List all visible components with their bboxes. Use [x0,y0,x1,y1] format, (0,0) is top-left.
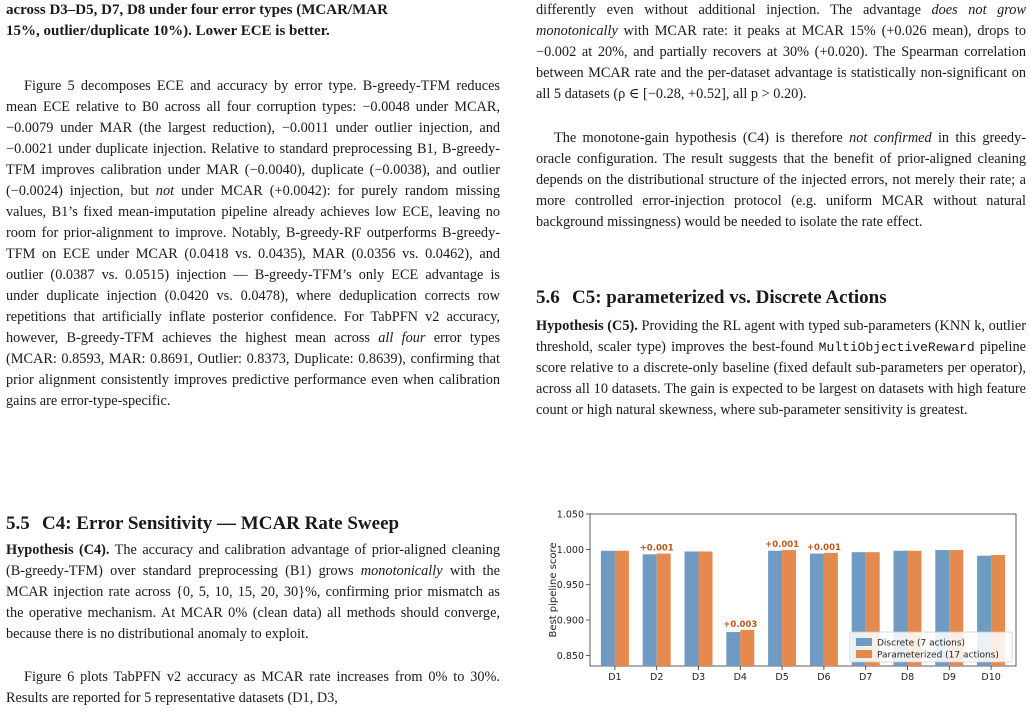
x-tick-label: D8 [900,672,915,683]
caption-line-2: 15%, outlier/duplicate 10%). Lower ECE is better. [6,23,330,39]
bar [601,551,615,666]
section-title: C4: Error Sensitivity — MCAR Rate Sweep [42,513,400,534]
bar [782,550,796,666]
bar [740,630,754,666]
legend-label: Parameterized (17 actions) [877,650,999,661]
pipeline-score-chart [544,508,1022,688]
x-tick-label: D9 [942,672,956,683]
bar [657,554,671,666]
bar [810,554,824,666]
section-heading-5-5 [6,512,399,536]
x-tick-label: D5 [775,672,789,683]
x-tick-label: D3 [691,672,706,683]
legend-swatch [856,638,872,646]
paragraph-fig6: Figure 6 plots TabPFN v2 accuracy as MCAR rate increases from 0% to 30%. Results are reported for 5 representative datasets (D1, D3, [6,669,500,706]
x-tick-label: D6 [817,672,831,683]
bar [726,632,740,666]
bar [768,551,782,666]
section-number: 5.5 [6,513,30,534]
y-tick-label: 0.950 [556,580,584,592]
legend-label: Discrete (7 actions) [877,638,966,649]
x-tick-label: D7 [859,672,873,683]
figure-caption [6,0,500,42]
bar-annotation: +0.001 [765,540,800,551]
bar [615,551,629,666]
section-heading-5-6 [536,286,887,310]
y-tick-label: 1.050 [556,509,584,521]
y-tick-label: 1.000 [556,544,584,556]
section-title: C5: parameterized vs. Discrete Actions [572,287,887,308]
x-tick-label: D4 [733,672,747,683]
bar-annotation: +0.003 [723,619,758,630]
bar-annotation: +0.001 [639,543,674,554]
bar [699,551,713,666]
paragraph-monotone: The monotone-gain hypothesis (C4) is therefore not confirmed in this greedy-oracle configuration. The result suggests that the benefit of prior-aligned cleaning depends on the distributional structure of the injected errors, not merely their rate; a more controlled error-injection protocol (e.g. uniform MCAR without natural background missingness) would be needed to isolate the rate effect. [536,130,1026,230]
caption-line-1: across D3–D5, D7, D8 under four error types (MCAR/MAR [6,2,388,18]
section-number: 5.6 [536,287,560,308]
paragraph-fig5: Figure 5 decomposes ECE and accuracy by error type. B-greedy-TFM reduces mean ECE relative to B0 across all four corruption types: −0.0048 under MCAR, −0.0079 under MAR (the largest reduction), −0.0011 under outlier injection, and −0.0021 under duplicate injection. Relative to standard preprocessing B1, B-greedy-TFM improves calibration under MAR (−0.0040), duplicate (−0.0038), and outlier (−0.0024) injection, but not under MCAR (+0.0042): for purely random missing values, B1’s fixed mean-imputation pipeline already achieves low ECE, leaving no room for prior-alignment to improve. Notably, B-greedy-RF outperforms B-greedy-TFM on ECE under MCAR (0.0418 vs. 0.0435), MAR (0.0356 vs. 0.0462), and outlier (0.0387 vs. 0.0515) injection — B-greedy-TFM’s only ECE advantage is under duplicate injection (0.0420 vs. 0.0478), where deduplication corrects row repetitions that artificially inflate posterior confidence. For TabPFN v2 accuracy, however, B-greedy-TFM achieves the highest mean across all four error types (MCAR: 0.8593, MAR: 0.8691, Outlier: 0.8373, Duplicate: 0.8639), confirming that prior alignment consistently improves predictive performance even when calibration gains are error-type-specific. [6,78,501,409]
x-tick-label: D1 [608,672,622,683]
y-axis-label: Best pipeline score [548,542,559,638]
x-tick-label: D10 [981,672,1001,683]
bar-chart-svg [544,508,1022,688]
bar-annotation: +0.001 [806,542,841,553]
legend-swatch [856,650,872,658]
bar [824,553,838,666]
bar [685,551,699,666]
hypothesis-c5: Hypothesis (C5). Providing the RL agent with typed sub-parameters (KNN k, outlier threshold, scaler type) improves the best-found MultiObjectiveReward pipeline score relative to a discrete-only baseline (fixed default sub-parameters per operator), across all 10 datasets. The gain is expected to be largest on datasets with high feature count or high natural skewness, where sub-parameter sensitivity is greatest. [536,318,1026,418]
y-tick-label: 0.850 [556,650,584,662]
y-tick-label: 0.900 [556,615,584,627]
paragraph-advantage: differently even without additional injection. The advantage does not grow monotonically with MCAR rate: it peaks at MCAR 15% (+0.026 mean), drops to −0.002 at 20%, and partially recovers at 30% (+0.020). The Spearman correlation between MCAR rate and the per-dataset advantage is statistically non-significant on all 5 datasets (ρ ∈ [−0.28, +0.52], all p > 0.20). [536,2,1026,102]
bar [643,554,657,666]
hypothesis-c4: Hypothesis (C4). The accuracy and calibration advantage of prior-aligned cleaning (B-greedy-TFM) over standard preprocessing (B1) grows monotonically with the MCAR injection rate across {0, 5, 10, 15, 20, 30}%, confirming prior mismatch as the operative mechanism. At MCAR 0% (clean data) all methods should converge, because there is no distributional anomaly to exploit. [6,542,500,642]
x-tick-label: D2 [650,672,664,683]
